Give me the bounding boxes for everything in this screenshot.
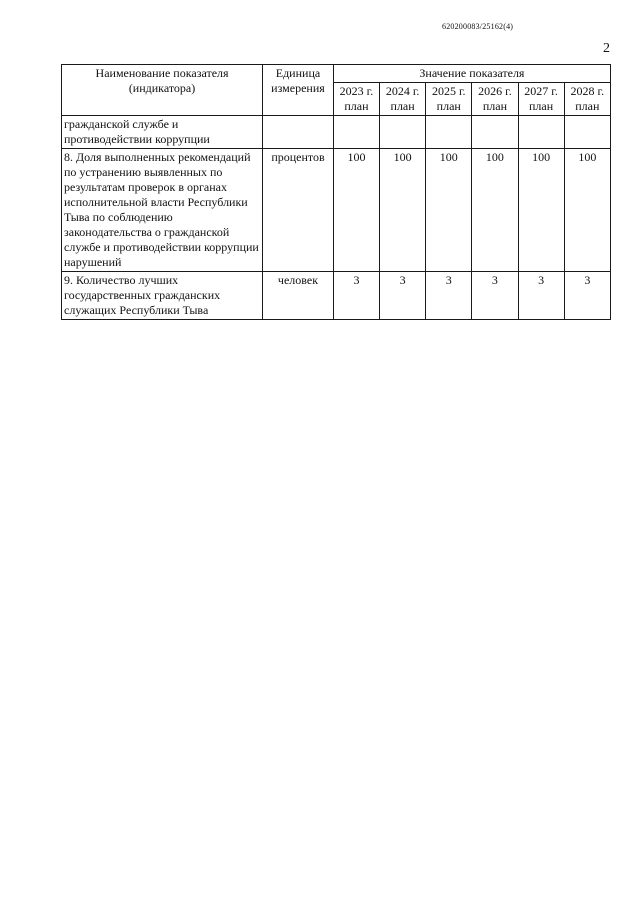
value-cell: 3 (564, 272, 610, 320)
value-cell: 100 (426, 149, 472, 272)
value-cell (564, 116, 610, 149)
value-cell (472, 116, 518, 149)
value-cell: 3 (333, 272, 379, 320)
header-year-2027: 2027 г. план (518, 83, 564, 116)
unit-cell: процентов (263, 149, 334, 272)
value-cell: 3 (472, 272, 518, 320)
value-cell (518, 116, 564, 149)
value-cell: 3 (426, 272, 472, 320)
value-cell: 3 (380, 272, 426, 320)
indicator-name-cell: гражданской службе и противодействии коррупции (62, 116, 263, 149)
table-row (62, 116, 611, 149)
unit-cell (263, 116, 334, 149)
header-year-2023: 2023 г. план (333, 83, 379, 116)
value-cell (426, 116, 472, 149)
document-id: 620200083/25162(4) (442, 22, 514, 31)
header-year-2025: 2025 г. план (426, 83, 472, 116)
value-cell (380, 116, 426, 149)
value-cell: 100 (333, 149, 379, 272)
page-number: 2 (603, 41, 610, 56)
value-cell: 3 (518, 272, 564, 320)
indicators-table (61, 64, 611, 320)
value-cell: 100 (564, 149, 610, 272)
value-cell: 100 (472, 149, 518, 272)
table-row (62, 149, 611, 272)
header-year-2026: 2026 г. план (472, 83, 518, 116)
table-row (62, 272, 611, 320)
header-unit: Единица измерения (263, 65, 334, 116)
header-year-2024: 2024 г. план (380, 83, 426, 116)
indicator-name-cell: 9. Количество лучших государственных гражданских служащих Республики Тыва (62, 272, 263, 320)
unit-cell: человек (263, 272, 334, 320)
header-value-group: Значение показателя (333, 65, 610, 83)
value-cell: 100 (518, 149, 564, 272)
header-indicator-name: Наименование показателя (индикатора) (62, 65, 263, 116)
value-cell: 100 (380, 149, 426, 272)
header-year-2028: 2028 г. план (564, 83, 610, 116)
value-cell (333, 116, 379, 149)
header-row-top (62, 65, 611, 83)
indicator-name-cell: 8. Доля выполненных рекомендаций по устранению выявленных по результатам проверок в органах исполнительной власти Республики Тыва по соблюдению законодательства о гражданской службе и противодействии коррупции нарушений (62, 149, 263, 272)
